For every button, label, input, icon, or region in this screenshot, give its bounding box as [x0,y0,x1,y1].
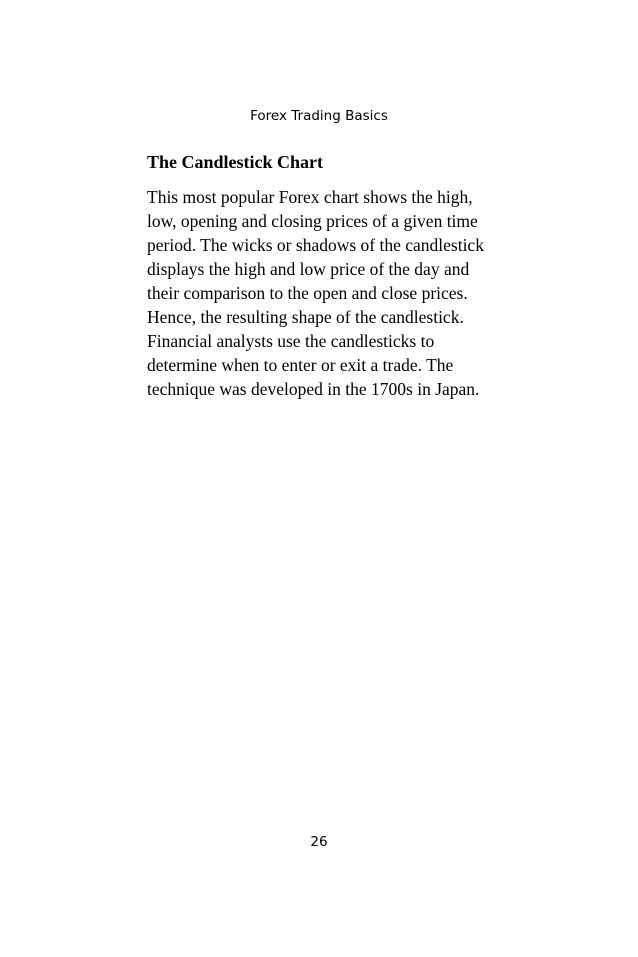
paragraph-line: low, opening and closing prices of a given time [147,211,478,231]
paragraph-line: This most popular Forex chart shows the high, [147,187,473,207]
body-paragraph [147,185,484,401]
running-header: Forex Trading Basics [250,108,388,124]
section-title: The Candlestick Chart [147,152,324,172]
page-number: 26 [310,834,328,850]
paragraph-line: technique was developed in the 1700s in Japan. [147,379,480,399]
paragraph-line: Hence, the resulting shape of the candlestick. [147,307,464,327]
paragraph-line: Financial analysts use the candlesticks to [147,331,435,351]
paragraph-line: determine when to enter or exit a trade. The [147,355,454,375]
paragraph-line: displays the high and low price of the day and [147,259,470,279]
paragraph-line: their comparison to the open and close prices. [147,283,468,303]
paragraph-line: period. The wicks or shadows of the candlestick [147,235,484,255]
